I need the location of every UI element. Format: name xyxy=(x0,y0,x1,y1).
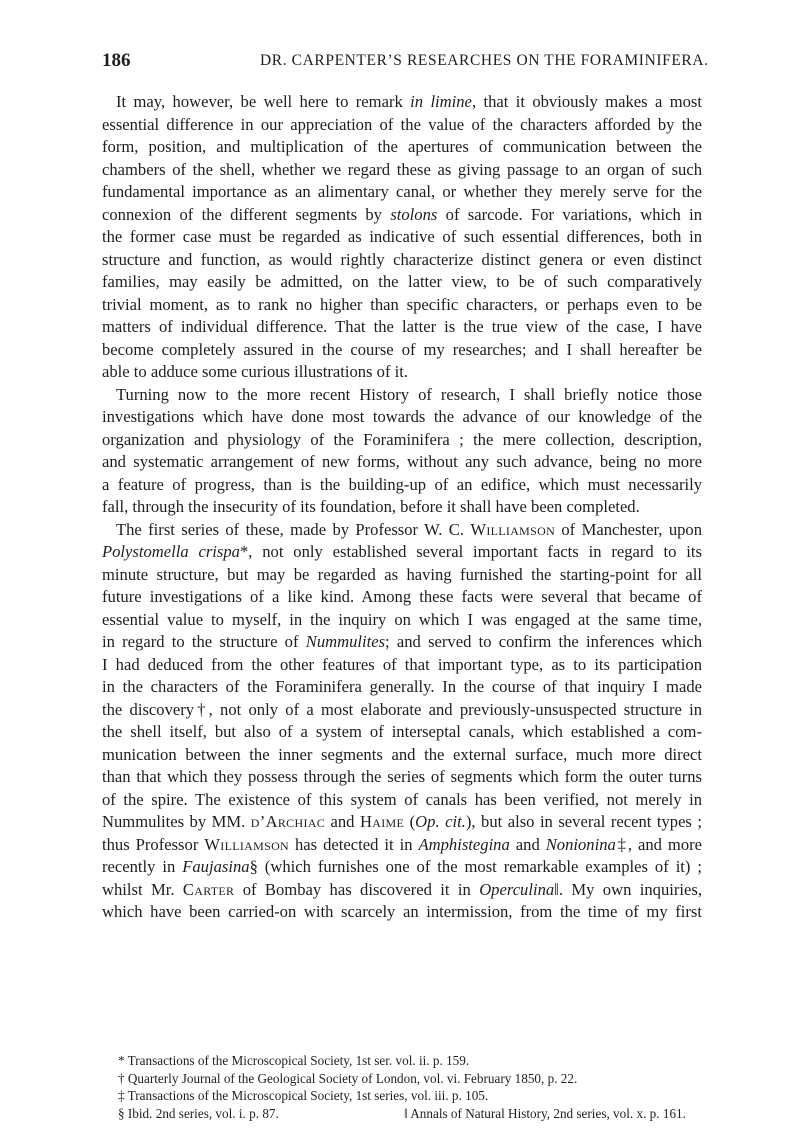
body-text xyxy=(102,91,702,924)
text-line: than that which they possess through the series of segments which form the outer turns xyxy=(102,767,702,786)
footnote: † Quarterly Journal of the Geological Society of London, vol. vi. February 1850, p. 22. xyxy=(118,1070,578,1086)
text-line: essential difference in our appreciation of the value of the characters afforded by the xyxy=(102,114,702,134)
text-line: organization and physiology of the Foraminifera ; the mere collection, description, xyxy=(102,429,702,449)
text-line: recently in Faujasina§ (which furnishes one of the most remarkable examples of it) ; xyxy=(102,857,703,876)
text-line: in regard to the structure of Nummulites; and served to confirm the inferences which xyxy=(102,632,702,651)
footnote-ref[interactable]: * xyxy=(239,542,249,561)
footnotes xyxy=(102,1052,702,1123)
text-line: essential value to myself, in the inquiry on which I was engaged at the same time, xyxy=(102,609,702,629)
text-line: trivial moment, as to rank no higher than specific characters, or perhaps even to be xyxy=(102,294,702,314)
footnote: § Ibid. 2nd series, vol. i. p. 87. xyxy=(118,1106,279,1122)
text-line: It may, however, be well here to remark in limine, that it obviously makes a most xyxy=(116,92,702,111)
text-line: form, position, and multiplication of the apertures of communication between the xyxy=(102,137,702,156)
text-line: I had deduced from the other features of that important type, as to its participation xyxy=(102,654,702,674)
text-line: Turning now to the more recent History of research, I shall briefly notice those xyxy=(116,384,702,404)
text-line: able to adduce some curious illustrations of it. xyxy=(102,362,408,381)
text-line: Nummulites by MM. d’Archiac and Haime (Op. cit.), but also in several recent types ; xyxy=(102,812,702,831)
text-line: which have been carried-on with scarcely an intermission, from the time of my first xyxy=(102,902,702,921)
text-line: structure and function, as would rightly characterize distinct genera or even distinct xyxy=(102,249,702,269)
text-line: fundamental importance as an alimentary canal, or whether they merely serve for the xyxy=(102,182,702,201)
text-line: chambers of the shell, whether we regard these as giving passage to an organ of such xyxy=(102,159,702,179)
footnote: ‡ Transactions of the Microscopical Society, 1st series, vol. iii. p. 105. xyxy=(118,1088,489,1104)
text-line: connexion of the different segments by stolons of sarcode. For variations, which in xyxy=(102,204,702,224)
text-line: and systematic arrangement of new forms, without any such advance, being no more xyxy=(102,452,702,471)
text-line: a feature of progress, than is the building-up of an edifice, which must necessarily xyxy=(102,474,702,494)
text-line: minute structure, but may be regarded as having furnished the starting-point for all xyxy=(102,564,702,584)
text-line: investigations which have done most towards the advance of our knowledge of the xyxy=(102,407,702,426)
text-line: fall, through the insecurity of its foundation, before it shall have been completed. xyxy=(102,497,640,516)
footnote-ref[interactable]: ‡ xyxy=(615,834,628,854)
text-line: The first series of these, made by Professor W. C. Williamson of Manchester, upon xyxy=(116,519,703,539)
footnote: * Transactions of the Microscopical Society, 1st ser. vol. ii. p. 159. xyxy=(118,1053,470,1068)
footnote-row xyxy=(102,1105,702,1123)
text-line: families, may easily be admitted, on the latter view, to be of such comparatively xyxy=(102,272,702,291)
text-line: munication between the inner segments and the external surface, much more direct xyxy=(102,744,702,764)
footnote: ‖ Annals of Natural History, 2nd series, vol. x. p. 161. xyxy=(404,1106,686,1122)
text-line: matters of individual difference. That the latter is the true view of the case, I have xyxy=(102,317,702,336)
text-line: become completely assured in the course of my researches; and I shall hereafter be xyxy=(102,339,702,359)
text-line: in the characters of the Foraminifera generally. In the course of that inquiry I made xyxy=(102,677,702,696)
running-head: DR. CARPENTER’S RESEARCHES ON THE FORAMINIFERA. xyxy=(260,52,709,69)
text-line: whilst Mr. Carter of Bombay has discovered it in Operculina‖. My own inquiries, xyxy=(102,879,702,899)
footnote-ref[interactable]: § xyxy=(249,857,258,876)
text-line: thus Professor Williamson has detected it in Amphistegina and Nonionina‡, and more xyxy=(102,834,703,854)
footnote-ref[interactable]: † xyxy=(194,699,209,719)
page-number: 186 xyxy=(102,50,131,71)
footnote-ref[interactable]: ‖ xyxy=(554,879,559,899)
text-line: the shell itself, but also of a system of interseptal canals, which established a com- xyxy=(102,722,702,741)
text-line: future investigations of a like kind. Among these facts were several that became of xyxy=(102,587,702,606)
text-line: the former case must be regarded as indicative of such essential differences, both in xyxy=(102,227,702,246)
page-header xyxy=(102,50,709,76)
text-line: the discovery†, not only of a most elaborate and previously-unsuspected structure in xyxy=(102,699,703,719)
text-line: Polystomella crispa*, not only established several important facts in regard to its xyxy=(102,542,702,561)
text-line: of the spire. The existence of this system of canals has been verified, not merely in xyxy=(102,789,702,809)
